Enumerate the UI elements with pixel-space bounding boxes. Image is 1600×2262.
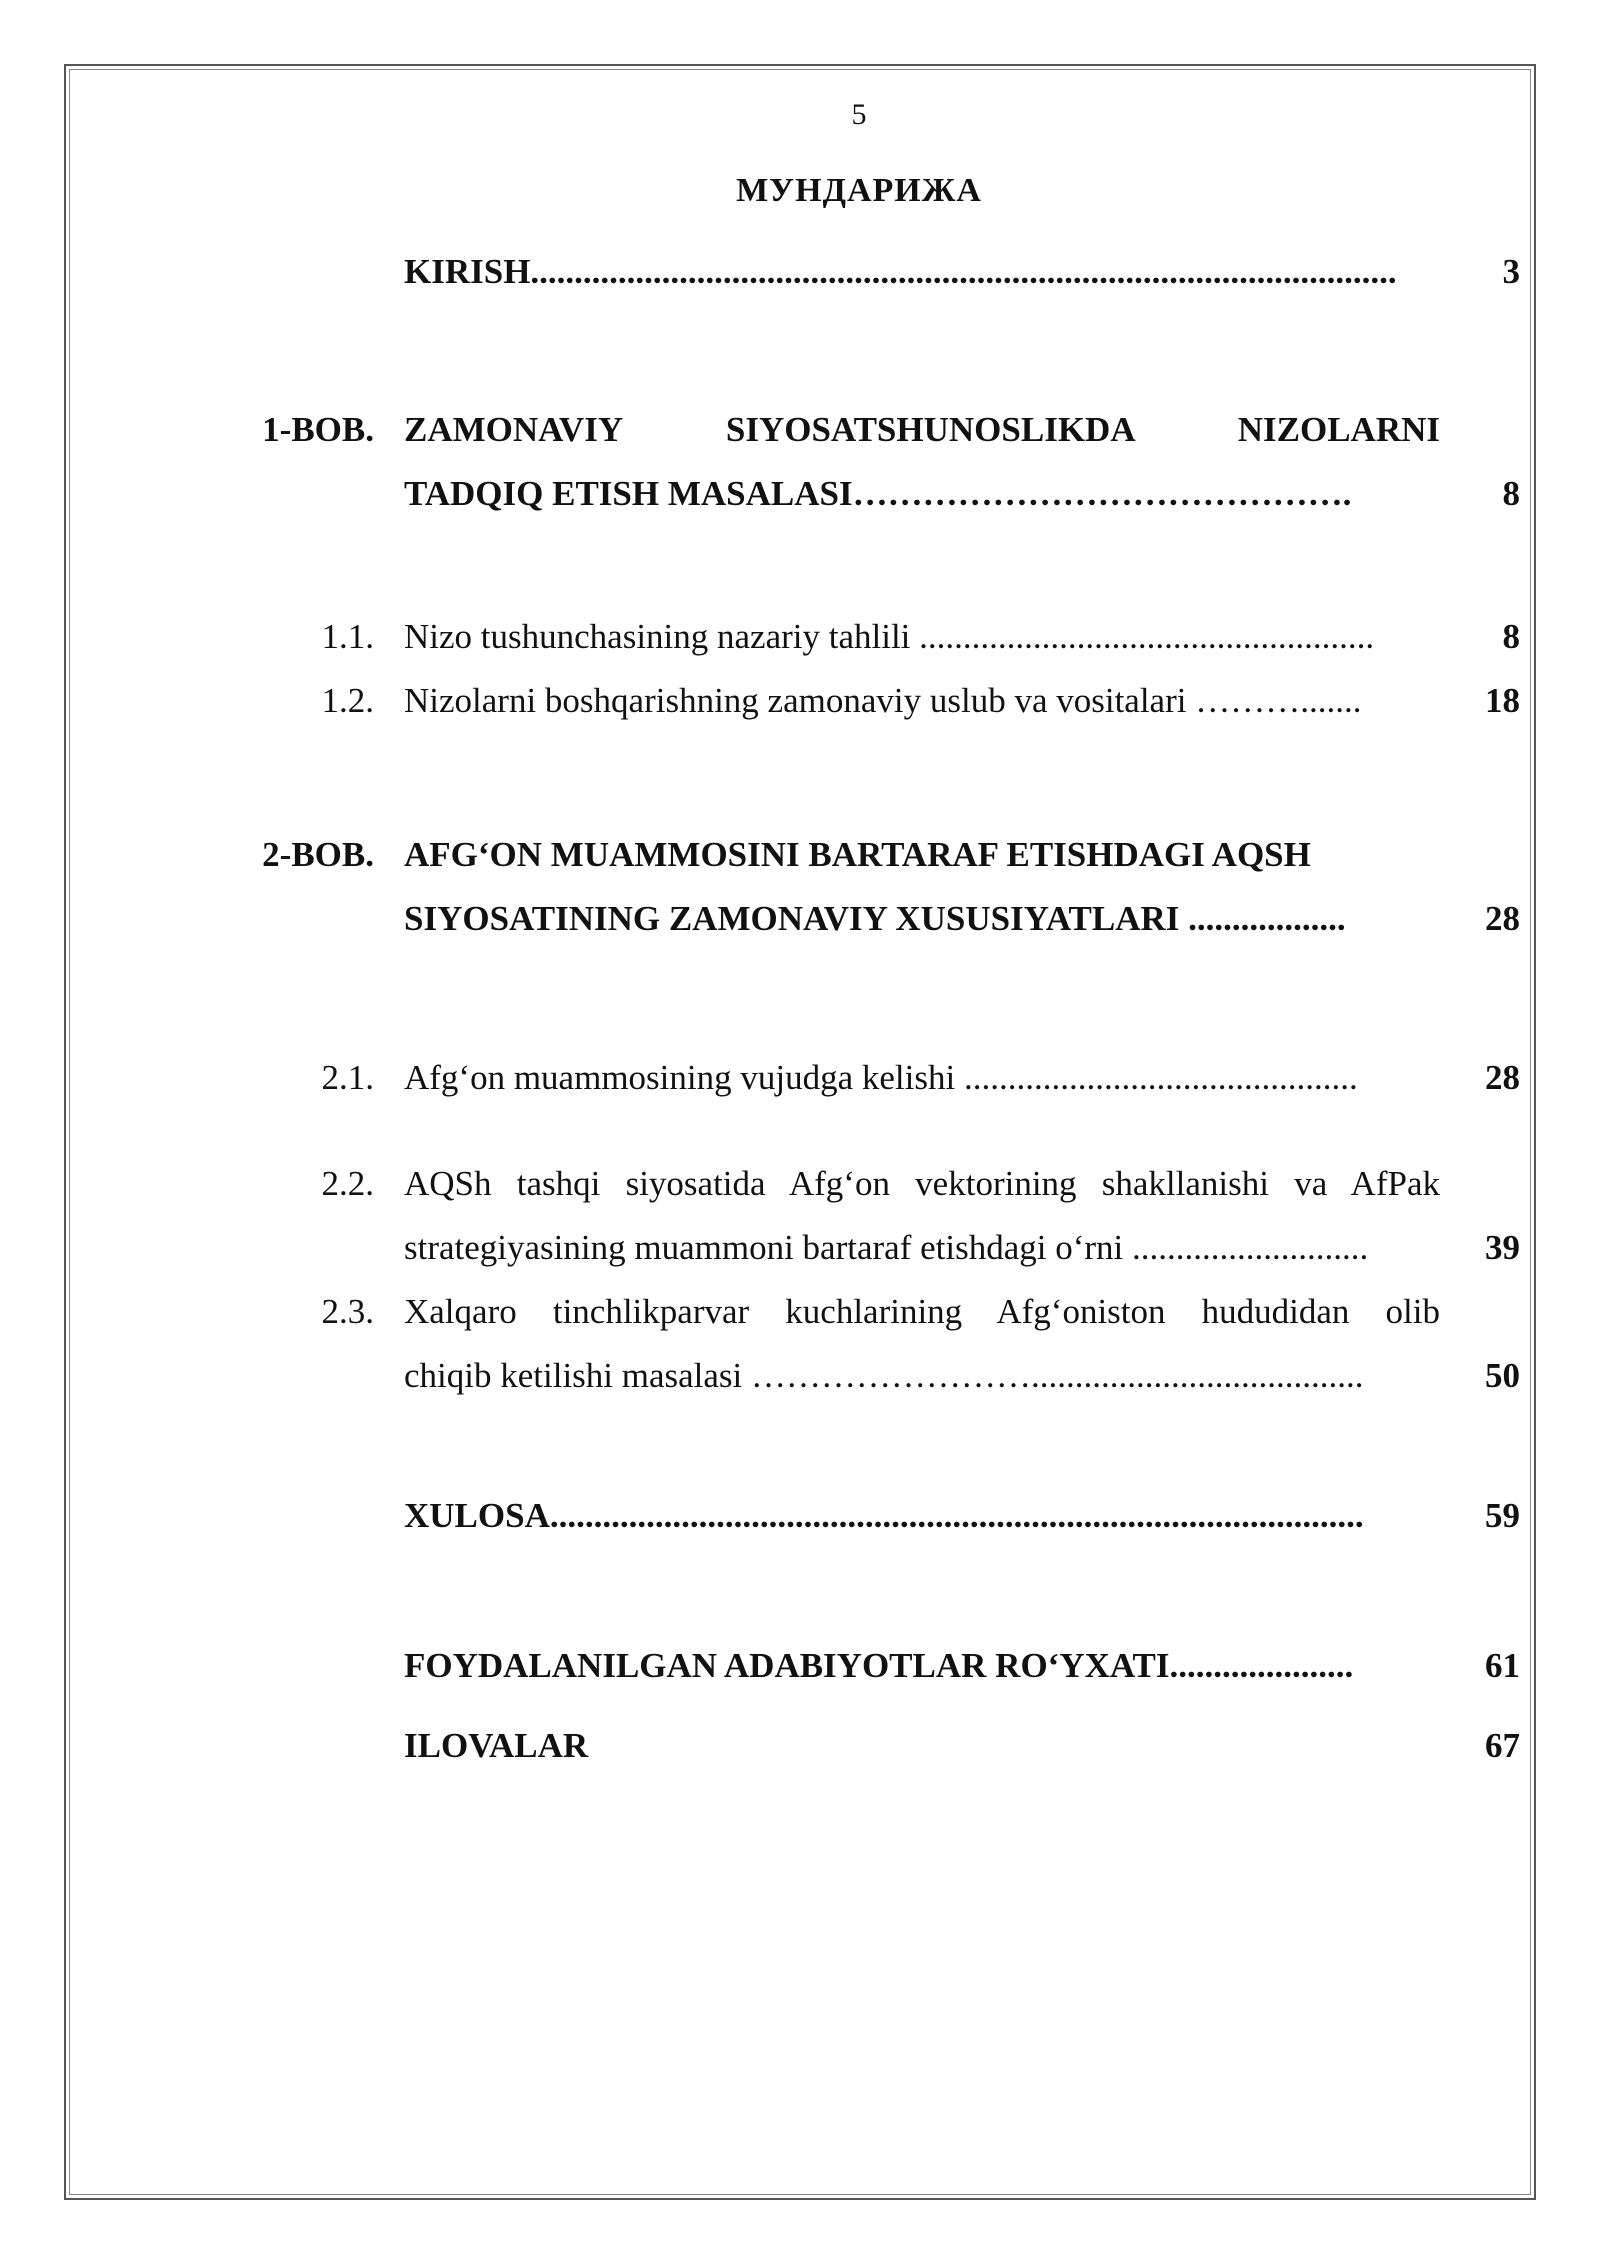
chapter-title-line-2: SIYOSATINING ZAMONAVIY XUSUSIYATLARI .................. [404,899,1346,938]
toc-page-number: 3 [1502,252,1520,291]
section-title-line-2: strategiyasining muammoni bartaraf etishdagi o‘rni ........................... [404,1228,1369,1267]
toc-page-number: 67 [1485,1726,1520,1765]
section-number: 2.1. [321,1058,374,1097]
chapter-title-line-2: TADQIQ ETISH MASALASI……………………………………. [404,474,1352,513]
toc-page-number: 8 [1502,474,1520,513]
section-title-line-2: chiqib ketilishi masalasi ……………………...................................... [404,1356,1364,1395]
toc-page-number: 8 [1502,617,1520,656]
toc-page-number: 18 [1485,681,1520,720]
page-title: МУНДАРИЖА [736,172,982,209]
section-title: Nizolarni boshqarishning zamonaviy uslub va vositalari ………....... [404,681,1362,720]
toc-page-number: 59 [1485,1496,1520,1535]
toc-page-number: 39 [1485,1228,1520,1267]
toc-entry-text: FOYDALANILGAN ADABIYOTLAR RO‘YXATI..................... [404,1646,1354,1685]
section-number: 1.1. [321,617,374,656]
section-title-line-1: AQSh tashqi siyosatida Afg‘on vektorining shakllanishi va AfPak [404,1164,1440,1203]
toc-page-number: 50 [1485,1356,1520,1395]
chapter-number: 2-BOB. [262,835,374,874]
toc-page-number: 28 [1485,899,1520,938]
section-title: Nizo tushunchasining nazariy tahlili .................................................... [404,617,1375,656]
section-number: 2.2. [321,1164,374,1203]
toc-entry-text: ILOVALAR [404,1726,589,1765]
section-number: 1.2. [321,681,374,720]
toc-entry-text: KIRISH................................................................................................... [404,252,1397,291]
section-title: Afg‘on muammosining vujudga kelishi ............................................. [404,1058,1358,1097]
toc-entry-text: XULOSA............................................................................................. [404,1496,1364,1535]
chapter-title-line-1: AFG‘ON MUAMMOSINI BARTARAF ETISHDAGI AQSH [404,835,1311,874]
section-number: 2.3. [321,1292,374,1331]
page-number: 5 [851,98,867,131]
toc-page-number: 28 [1485,1058,1520,1097]
chapter-number: 1-BOB. [262,410,374,449]
chapter-title-line-1: ZAMONAVIY SIYOSATSHUNOSLIKDA NIZOLARNI [404,410,1440,449]
toc-page-number: 61 [1485,1646,1520,1685]
section-title-line-1: Xalqaro tinchlikparvar kuchlarining Afg‘oniston hududidan olib [404,1292,1440,1331]
page-border-inner [69,69,1531,2195]
